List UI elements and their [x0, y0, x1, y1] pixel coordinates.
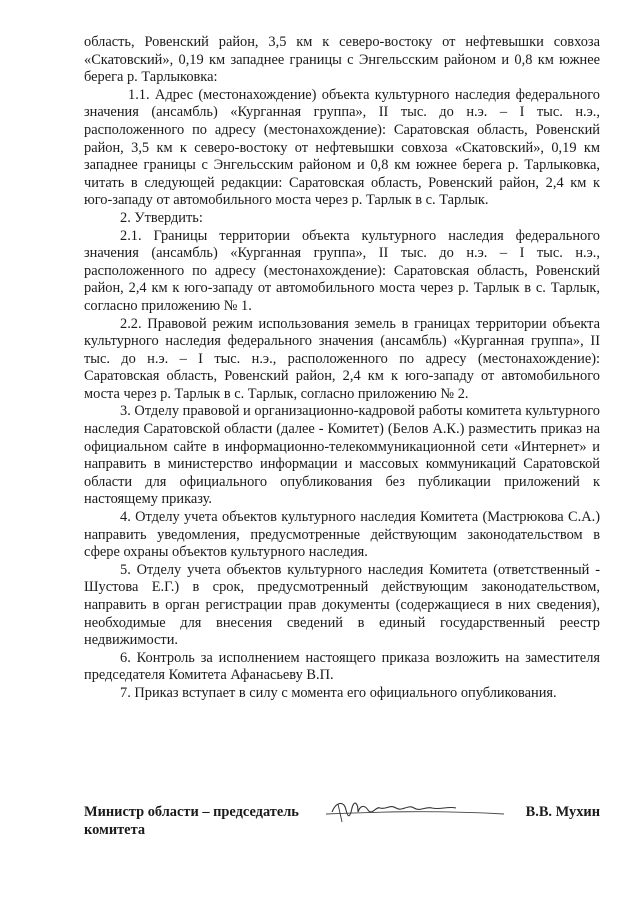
handwritten-signature — [314, 796, 514, 828]
paragraph-2-2-legal-regime: 2.2. Правовой режим использования земель в границах территории объекта культурного наследия федерального значения (ансамбль) «Курганная группа», II тыс. до н.э. – I тыс. н.э., расположенного по адресу (местонахождение): Саратовская область, Ровенский район, 2,4 км к юго-западу от автомобильного моста через р. Тарлык в с. Тарлык, согласно приложению № 2. — [84, 315, 600, 402]
paragraph-6-control: 6. Контроль за исполнением настоящего приказа возложить на заместителя председателя Комитета Афанасьеву В.П. — [84, 649, 600, 684]
signatory-title-line2: комитета — [84, 821, 146, 838]
signatory-title-line1: Министр области – председатель — [84, 804, 299, 820]
paragraph-3-publication: 3. Отделу правовой и организационно-кадровой работы комитета культурного наследия Саратовской области (далее - Комитет) (Белов А.К.) разместить приказ на официальном сайте в информационно-телекоммуникационной сети «Интернет» и направить в министерство информации и массовых коммуникаций Саратовской области для официального опубликования без публикации приложений к настоящему приказу. — [84, 403, 600, 508]
paragraph-2-approve: 2. Утвердить: — [120, 209, 203, 226]
paragraph-7-effect: 7. Приказ вступает в силу с момента его официального опубликования. — [120, 684, 557, 701]
paragraph-4-notifications: 4. Отделу учета объектов культурного наследия Комитета (Мастрюкова С.А.) направить уведомления, предусмотренные действующим законодательством в сфере охраны объектов культурного наследия. — [84, 509, 600, 561]
paragraph-intro-continuation: область, Ровенский район, 3,5 км к северо-востоку от нефтевышки совхоза «Скатовский», 0,19 км западнее границы с Энгельсским районом и 0,8 км южнее берега р. Тарлыковка: — [84, 34, 600, 86]
signature-block — [84, 796, 600, 846]
signatory-name: В.В. Мухин — [525, 804, 600, 820]
paragraph-2-1-boundaries: 2.1. Границы территории объекта культурного наследия федерального значения (ансамбль) «Курганная группа», II тыс. до н.э. – I тыс. н.э., расположенного по адресу (местонахождение): Саратовская область, Ровенский район, 2,4 км к юго-западу от автомобильного моста через р. Тарлык в с. Тарлык, согласно приложению № 1. — [84, 227, 600, 314]
document-body — [84, 34, 600, 703]
signatory-title — [84, 804, 324, 839]
paragraph-5-registration: 5. Отделу учета объектов культурного наследия Комитета (ответственный - Шустова Е.Г.) в срок, предусмотренный действующим законодательством, направить в орган регистрации прав документы (содержащиеся в них сведения), необходимые для внесения сведений в единый государственный реестр недвижимости. — [84, 561, 600, 649]
paragraph-1-1-address: 1.1. Адрес (местонахождение) объекта культурного наследия федерального значения (ансамбль) «Курганная группа», II тыс. до н.э. – I тыс. н.э., расположенного по адресу (местонахождение): Саратовская область, Ровенский район, 3,5 км к северо-востоку от нефтевышки совхоза «Скатовский», 0,19 км западнее границы с Энгельсским районом и 0,8 км южнее берега р. Тарлыковка, читать в следующей редакции: Саратовская область, Ровенский район, 2,4 км к юго-западу от автомобильного моста через р. Тарлык в с. Тарлык. — [84, 86, 600, 209]
